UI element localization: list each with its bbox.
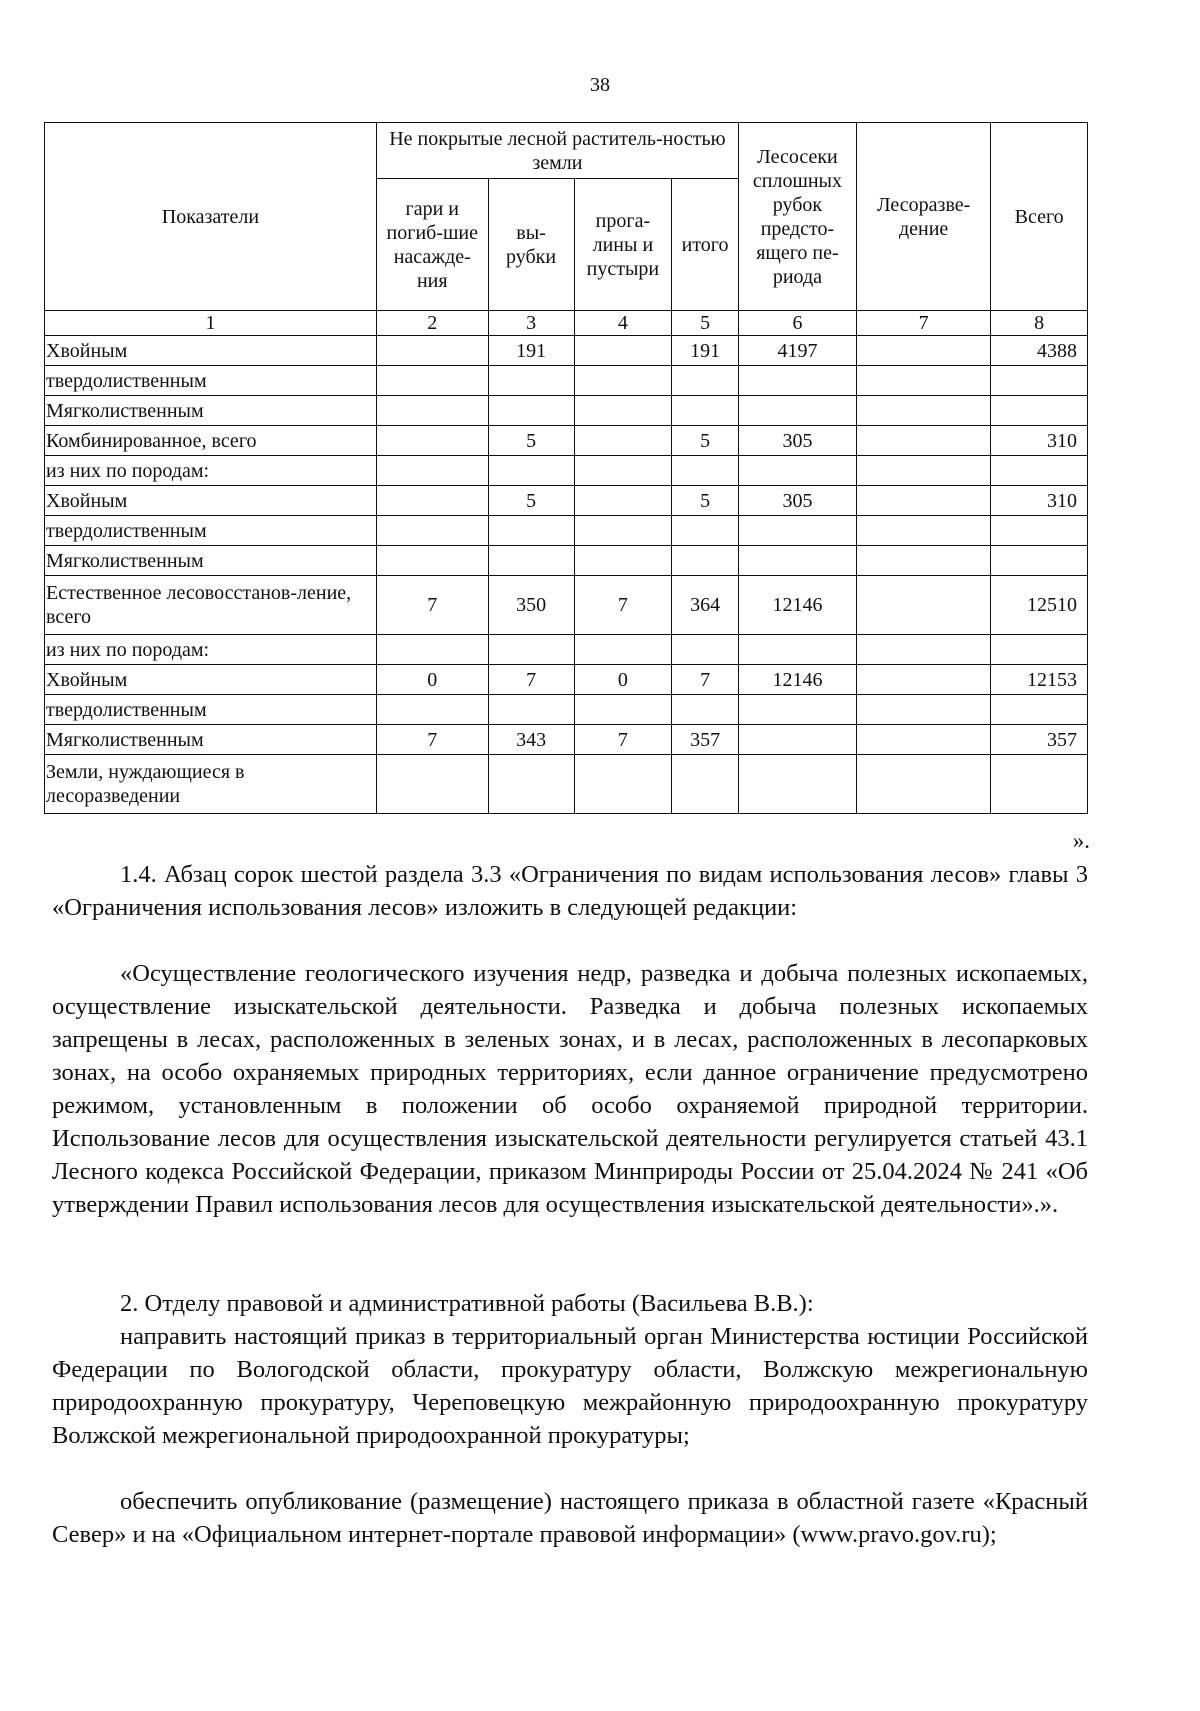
cell-subtotal: 5 [672,426,739,456]
header-subtotal: итого [672,179,739,311]
cell-subtotal [672,635,739,665]
table-row [45,576,1088,635]
cell-glades: 7 [574,725,672,755]
cell-burnt [376,516,488,546]
column-number: 2 [376,311,488,336]
cell-total: 12153 [991,665,1088,695]
paragraph-text: «Осуществление геологического изучения недр, разведка и добыча полезных ископаемых, осуществление изыскательской деятельности. Разведка и добыча полезных ископаемых запрещены в лесах, расположенных в зеленых зонах, и в лесах, расположенных в лесопарковых зонах, на особо охраняемых природных территориях, если данное ограничение предусмотрено режимом, установленным в положении об особо охраняемой природной территории. Использование лесов для осуществления изыскательской деятельности регулируется статьей 43.1 Лесного кодекса Российской Федерации, приказом Минприроды России от 25.04.2024 № 241 «Об утверждении Правил использования лесов для осуществления изыскательской деятельности».». [52,960,1088,1218]
column-number: 4 [574,311,672,336]
cell-cutting-areas [738,396,856,426]
cell-burnt [376,396,488,426]
cell-cutting-areas: 4197 [738,336,856,366]
cell-subtotal [672,456,739,486]
paragraph-send [52,1320,1088,1452]
cell-cutting-areas [738,755,856,814]
cell-subtotal: 364 [672,576,739,635]
cell-glades [574,755,672,814]
cell-total: 310 [991,486,1088,516]
cell-total [991,366,1088,396]
cell-total [991,516,1088,546]
cell-burnt [376,366,488,396]
cell-glades [574,366,672,396]
table-row [45,456,1088,486]
paragraph-publish [52,1485,1088,1551]
cell-plantation [857,635,991,665]
cell-clearings [488,635,574,665]
cell-total [991,456,1088,486]
cell-burnt [376,456,488,486]
row-label: Комбинированное, всего [45,426,377,456]
cell-clearings: 191 [488,336,574,366]
cell-glades [574,336,672,366]
paragraph-text: 2. Отделу правовой и административной работы (Васильева В.В.): [120,1290,814,1317]
table-row [45,755,1088,814]
header-forest-plantation: Лесоразве-дение [857,123,991,311]
table-row [45,546,1088,576]
paragraph-2 [52,1287,1088,1320]
cell-plantation [857,366,991,396]
paragraph-text: обеспечить опубликование (размещение) настоящего приказа в областной газете «Красный Север» и на «Официальном интернет-портале правовой информации» (www.pravo.gov.ru); [52,1488,1088,1548]
cell-burnt: 7 [376,576,488,635]
header-burnt-stands: гари и погиб-шие насажде-ния [376,179,488,311]
cell-glades: 7 [574,576,672,635]
table-row [45,366,1088,396]
header-glades: прога-лины и пустыри [574,179,672,311]
row-label: Мягколиственным [45,396,377,426]
cell-glades [574,516,672,546]
cell-clearings: 5 [488,426,574,456]
table-row [45,725,1088,755]
cell-total: 357 [991,725,1088,755]
paragraph-quote [52,957,1088,1221]
row-label: твердолиственным [45,366,377,396]
column-number: 5 [672,311,739,336]
cell-total [991,695,1088,725]
closing-quote: ». [1072,828,1090,853]
cell-total [991,635,1088,665]
paragraph-text: 1.4. Абзац сорок шестой раздела 3.3 «Ограничения по видам использования лесов» главы 3 «Ограничения использования лесов» изложить в следующей редакции: [52,861,1088,921]
cell-cutting-areas [738,695,856,725]
cell-plantation [857,755,991,814]
cell-plantation [857,695,991,725]
cell-subtotal [672,396,739,426]
table-row [45,486,1088,516]
header-not-covered-lands: Не покрытые лесной раститель-ностью земли [376,123,738,179]
cell-plantation [857,486,991,516]
cell-burnt [376,486,488,516]
cell-subtotal: 357 [672,725,739,755]
cell-clearings: 350 [488,576,574,635]
paragraph-text: направить настоящий приказ в территориальный орган Министерства юстиции Российской Федерации по Вологодской области, прокуратуру области, Волжскую межрегиональную природоохранную прокуратуру, Череповецкую межрайонную природоохранную прокуратуру Волжской межрегиональной природоохранной прокуратуры; [52,1323,1088,1449]
cell-glades [574,635,672,665]
table-row [45,695,1088,725]
cell-glades [574,456,672,486]
forest-lands-table [44,122,1088,814]
cell-glades [574,486,672,516]
cell-burnt [376,695,488,725]
column-number: 7 [857,311,991,336]
column-number: 1 [45,311,377,336]
cell-plantation [857,516,991,546]
cell-glades: 0 [574,665,672,695]
table-row [45,665,1088,695]
header-cutting-areas: Лесосеки сплошных рубок предсто-ящего пе-риода [738,123,856,311]
row-label: Естественное лесовосстанов-ление, всего [45,576,377,635]
cell-clearings [488,695,574,725]
cell-clearings: 5 [488,486,574,516]
header-total: Всего [991,123,1088,311]
cell-burnt: 7 [376,725,488,755]
row-label: из них по породам: [45,635,377,665]
cell-clearings [488,456,574,486]
table-row [45,516,1088,546]
cell-clearings [488,396,574,426]
row-label: твердолиственным [45,695,377,725]
cell-plantation [857,396,991,426]
cell-burnt [376,546,488,576]
cell-glades [574,695,672,725]
cell-cutting-areas [738,546,856,576]
cell-subtotal: 7 [672,665,739,695]
cell-plantation [857,336,991,366]
column-number: 8 [991,311,1088,336]
page-number: 38 [590,74,610,96]
cell-burnt [376,635,488,665]
cell-cutting-areas [738,635,856,665]
cell-total [991,546,1088,576]
cell-burnt [376,336,488,366]
cell-cutting-areas [738,456,856,486]
cell-plantation [857,665,991,695]
cell-clearings: 343 [488,725,574,755]
cell-plantation [857,456,991,486]
cell-subtotal [672,695,739,725]
cell-subtotal: 5 [672,486,739,516]
table-row [45,635,1088,665]
row-label: Хвойным [45,665,377,695]
cell-subtotal [672,516,739,546]
row-label: Хвойным [45,486,377,516]
cell-cutting-areas [738,516,856,546]
row-label: Земли, нуждающиеся в лесоразведении [45,755,377,814]
cell-cutting-areas: 12146 [738,576,856,635]
cell-cutting-areas [738,725,856,755]
header-indicators: Показатели [45,123,377,311]
cell-cutting-areas: 305 [738,486,856,516]
cell-burnt: 0 [376,665,488,695]
cell-glades [574,426,672,456]
cell-glades [574,396,672,426]
cell-subtotal [672,755,739,814]
cell-subtotal: 191 [672,336,739,366]
cell-clearings: 7 [488,665,574,695]
row-label: твердолиственным [45,516,377,546]
cell-clearings [488,366,574,396]
cell-burnt [376,426,488,456]
table-row [45,396,1088,426]
cell-total [991,755,1088,814]
table-row [45,336,1088,366]
cell-total: 310 [991,426,1088,456]
cell-plantation [857,576,991,635]
paragraph-1-4 [52,858,1088,924]
cell-total: 4388 [991,336,1088,366]
cell-total [991,396,1088,426]
cell-cutting-areas: 305 [738,426,856,456]
table-row [45,426,1088,456]
cell-clearings [488,516,574,546]
cell-burnt [376,755,488,814]
cell-plantation [857,725,991,755]
cell-plantation [857,426,991,456]
cell-cutting-areas [738,366,856,396]
cell-clearings [488,755,574,814]
cell-clearings [488,546,574,576]
cell-total: 12510 [991,576,1088,635]
cell-plantation [857,546,991,576]
header-clearings: вы-рубки [488,179,574,311]
cell-subtotal [672,366,739,396]
column-number: 3 [488,311,574,336]
column-number: 6 [738,311,856,336]
row-label: из них по породам: [45,456,377,486]
row-label: Хвойным [45,336,377,366]
cell-subtotal [672,546,739,576]
row-label: Мягколиственным [45,725,377,755]
row-label: Мягколиственным [45,546,377,576]
cell-glades [574,546,672,576]
cell-cutting-areas: 12146 [738,665,856,695]
